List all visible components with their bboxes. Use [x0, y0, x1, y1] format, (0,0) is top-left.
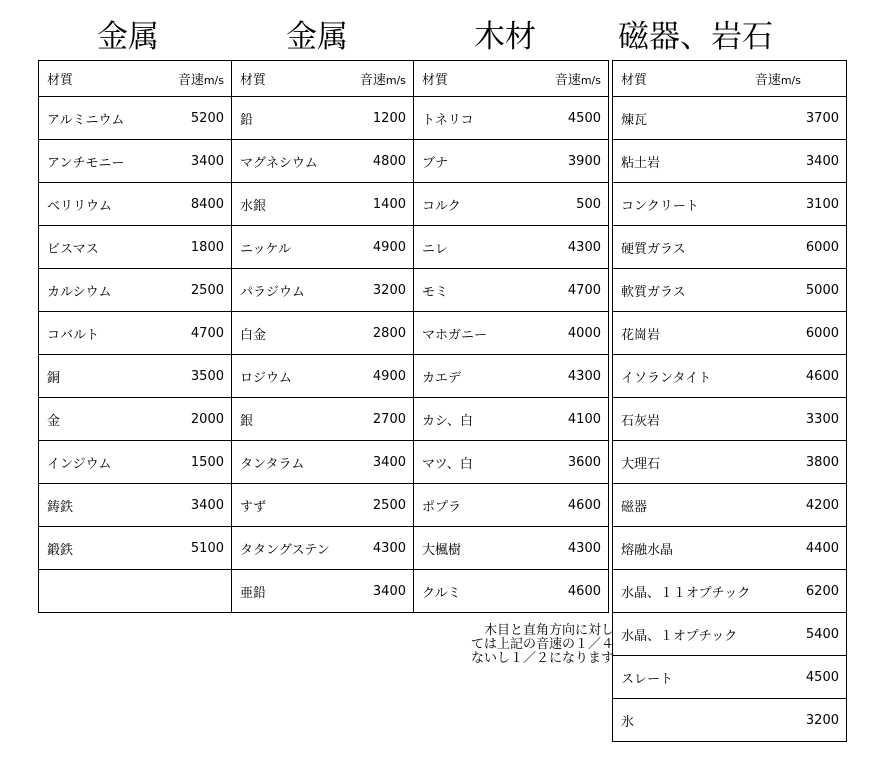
material-cell [232, 140, 414, 183]
material-cell [613, 527, 847, 570]
table-row [414, 183, 609, 226]
material-cell [414, 183, 609, 226]
header-cell [414, 61, 609, 97]
sound-speed-value: 4100 [567, 411, 601, 427]
material-name: ロジウム [240, 370, 292, 386]
table-row [232, 355, 414, 398]
material-name: 水晶、１オプチック [621, 628, 738, 644]
material-name: ベリリウム [47, 198, 112, 214]
header-cell [232, 61, 414, 97]
sound-speed-value: 3300 [805, 411, 839, 427]
table-row [232, 269, 414, 312]
material-name: 大理石 [621, 456, 661, 472]
table-row [39, 183, 232, 226]
material-name: 大楓樹 [422, 542, 462, 558]
table-row [414, 97, 609, 140]
sound-speed-value: 4200 [805, 497, 839, 513]
sound-speed-value: 4900 [372, 239, 406, 255]
sound-speed-value: 1800 [190, 239, 224, 255]
material-name: イソランタイト [621, 370, 712, 386]
material-name: 銅 [47, 370, 61, 386]
table-ceramic-rock [612, 60, 847, 742]
table-row [613, 183, 847, 226]
header-material: 材質 [621, 73, 648, 88]
material-name: パラジウム [240, 284, 305, 300]
material-name: タンタラム [240, 456, 305, 472]
table-row [414, 226, 609, 269]
material-cell [232, 312, 414, 355]
header-speed: 音速m/s [754, 73, 801, 88]
material-cell [39, 398, 232, 441]
table-row [232, 484, 414, 527]
table-row [232, 527, 414, 570]
sound-speed-value: 4400 [805, 540, 839, 556]
table-row [39, 269, 232, 312]
material-name: 鉛 [240, 112, 254, 128]
sound-speed-value: 4800 [372, 153, 406, 169]
material-cell [613, 570, 847, 613]
table-row [414, 570, 609, 613]
material-name: ビスマス [47, 241, 99, 257]
table-row [232, 140, 414, 183]
material-cell [613, 355, 847, 398]
sound-speed-value: 4300 [372, 540, 406, 556]
material-name: ニレ [422, 241, 449, 257]
material-cell [613, 183, 847, 226]
table-row [414, 527, 609, 570]
table-row [613, 570, 847, 613]
sound-speed-value: 3400 [190, 497, 224, 513]
header-speed: 音速m/s [177, 73, 224, 88]
material-cell [613, 484, 847, 527]
material-name: すず [240, 499, 267, 515]
material-name: 氷 [621, 714, 635, 730]
material-cell [39, 226, 232, 269]
material-cell [39, 484, 232, 527]
sound-speed-value: 3200 [372, 282, 406, 298]
material-name: マホガニー [422, 327, 488, 343]
header-cell [39, 61, 232, 97]
table-wood [413, 60, 609, 613]
title-ceramic-rock: 磁器、岩石 [618, 19, 773, 55]
sound-speed-value: 4700 [567, 282, 601, 298]
sound-speed-value: 2700 [372, 411, 406, 427]
header-cell [613, 61, 847, 97]
material-name: ニッケル [240, 241, 291, 257]
material-name: 軟質ガラス [621, 284, 686, 300]
sound-speed-value: 3200 [805, 712, 839, 728]
material-name: 亜鉛 [240, 585, 267, 601]
title-wood: 木材 [474, 19, 536, 55]
material-cell [414, 484, 609, 527]
sound-speed-value: 5000 [805, 282, 839, 298]
material-cell [39, 183, 232, 226]
material-cell [414, 226, 609, 269]
table-row [613, 355, 847, 398]
material-name: アンチモニー [47, 155, 125, 171]
sound-speed-value: 3700 [805, 110, 839, 126]
material-cell [232, 527, 414, 570]
table-row [613, 269, 847, 312]
material-cell [39, 527, 232, 570]
table-row [232, 398, 414, 441]
material-cell [414, 398, 609, 441]
material-cell [613, 656, 847, 699]
table-row [414, 312, 609, 355]
sound-speed-value: 3900 [567, 153, 601, 169]
table-row [232, 441, 414, 484]
sound-speed-value: 6200 [805, 583, 839, 599]
material-name: 煉瓦 [621, 112, 648, 128]
sound-speed-value: 2800 [372, 325, 406, 341]
table-row [613, 699, 847, 742]
sound-speed-value: 5100 [190, 540, 224, 556]
wood-grain-note: 木目と直角方向に対し ては上記の音速の１／４ ないし１／２になります [470, 623, 614, 666]
material-name: コバルト [47, 327, 100, 343]
material-cell [414, 269, 609, 312]
sound-speed-value: 4600 [567, 583, 601, 599]
table-row [39, 484, 232, 527]
sound-speed-value: 4900 [372, 368, 406, 384]
empty-row [39, 570, 232, 613]
material-cell [613, 226, 847, 269]
table-row [232, 226, 414, 269]
material-cell [232, 226, 414, 269]
sound-speed-value: 2000 [190, 411, 224, 427]
table-row [39, 355, 232, 398]
header-speed: 音速m/s [359, 73, 406, 88]
table-row [232, 570, 414, 613]
table-row [414, 441, 609, 484]
table-row [613, 656, 847, 699]
material-name: 磁器 [621, 499, 648, 515]
material-cell [39, 269, 232, 312]
table-row [39, 398, 232, 441]
material-cell [414, 527, 609, 570]
sound-speed-value: 4000 [567, 325, 601, 341]
table-row [613, 527, 847, 570]
sound-speed-value: 4600 [805, 368, 839, 384]
sound-speed-value: 3100 [805, 196, 839, 212]
table-row [232, 97, 414, 140]
material-name: 石灰岩 [621, 413, 661, 429]
material-cell [414, 441, 609, 484]
table-row [613, 398, 847, 441]
sound-speed-value: 4500 [567, 110, 601, 126]
material-cell [232, 97, 414, 140]
material-cell [232, 484, 414, 527]
material-name: 銀 [240, 413, 254, 429]
material-name: 白金 [240, 327, 267, 343]
material-cell [613, 699, 847, 742]
material-name: マツ、白 [422, 456, 473, 472]
sound-speed-value: 2500 [190, 282, 224, 298]
material-name: コンクリート [621, 198, 699, 214]
header-speed: 音速m/s [554, 73, 601, 88]
material-cell [613, 441, 847, 484]
material-name: 金 [47, 413, 61, 429]
material-cell [414, 140, 609, 183]
material-cell [232, 441, 414, 484]
sound-speed-value: 3400 [372, 583, 406, 599]
material-cell [232, 183, 414, 226]
table-row [613, 613, 847, 656]
material-cell [39, 140, 232, 183]
material-cell [232, 398, 414, 441]
material-name: 粘土岩 [621, 155, 661, 171]
table-row [39, 97, 232, 140]
sound-speed-value: 4600 [567, 497, 601, 513]
material-cell [39, 312, 232, 355]
table-metals-1 [38, 60, 232, 613]
sound-speed-value: 8400 [190, 196, 224, 212]
header-material: 材質 [240, 73, 267, 88]
sound-speed-value: 6000 [805, 325, 839, 341]
table-row [414, 484, 609, 527]
title-metal-2: 金属 [286, 19, 348, 55]
material-name: コルク [422, 198, 461, 214]
table-row [232, 312, 414, 355]
sound-speed-value: 3500 [190, 368, 224, 384]
empty-cell [39, 570, 232, 613]
material-name: 鋳鉄 [47, 499, 74, 515]
sound-speed-value: 4300 [567, 239, 601, 255]
material-cell [414, 570, 609, 613]
material-cell [39, 441, 232, 484]
sound-speed-value: 3400 [805, 153, 839, 169]
sound-speed-value: 3400 [372, 454, 406, 470]
header-material: 材質 [47, 73, 74, 88]
sound-speed-value: 2500 [372, 497, 406, 513]
material-cell [414, 312, 609, 355]
material-cell [232, 355, 414, 398]
material-cell [613, 613, 847, 656]
material-name: カエデ [422, 370, 462, 386]
sound-speed-value: 4700 [190, 325, 224, 341]
table-row [39, 527, 232, 570]
material-cell [232, 269, 414, 312]
table-row [613, 226, 847, 269]
material-cell [613, 140, 847, 183]
material-cell [414, 97, 609, 140]
table-row [613, 97, 847, 140]
material-name: マグネシウム [240, 155, 318, 171]
table-row [39, 226, 232, 269]
material-name: モミ [422, 284, 449, 300]
table-row [414, 398, 609, 441]
table-row [232, 183, 414, 226]
material-cell [39, 355, 232, 398]
table-row [39, 140, 232, 183]
table-metals-2 [231, 60, 414, 613]
material-name: 花崗岩 [621, 327, 661, 343]
table-row [613, 484, 847, 527]
material-name: スレート [621, 671, 674, 687]
sound-speed-value: 4300 [567, 540, 601, 556]
table-row [414, 140, 609, 183]
sound-speed-value: 3600 [567, 454, 601, 470]
material-cell [39, 97, 232, 140]
material-name: タタングステン [240, 542, 330, 558]
material-cell [613, 312, 847, 355]
material-name: クルミ [422, 585, 461, 601]
material-name: 水晶、１１オプチック [621, 585, 751, 601]
material-cell [613, 269, 847, 312]
table-row [39, 312, 232, 355]
material-name: インジウム [47, 456, 112, 472]
sound-speed-value: 6000 [805, 239, 839, 255]
table-row [613, 312, 847, 355]
material-name: 鍛鉄 [47, 542, 74, 558]
table-row [613, 140, 847, 183]
sound-speed-value: 4300 [567, 368, 601, 384]
material-cell [613, 97, 847, 140]
table-row [414, 355, 609, 398]
material-name: ポプラ [422, 499, 462, 515]
material-name: カルシウム [47, 284, 112, 300]
material-cell [232, 570, 414, 613]
sound-speed-value: 4500 [805, 669, 839, 685]
sound-speed-value: 3400 [190, 153, 224, 169]
material-name: トネリコ [422, 112, 474, 128]
sound-speed-value: 3800 [805, 454, 839, 470]
sound-speed-value: 1400 [372, 196, 406, 212]
sound-speed-value: 1500 [190, 454, 224, 470]
header-material: 材質 [422, 73, 449, 88]
material-name: 硬質ガラス [621, 241, 686, 257]
sound-speed-value: 1200 [372, 110, 406, 126]
material-name: アルミニウム [47, 112, 125, 128]
material-name: ブナ [422, 155, 449, 171]
material-name: 水銀 [240, 198, 267, 214]
material-name: カシ、白 [422, 413, 473, 429]
material-cell [414, 355, 609, 398]
table-row [39, 441, 232, 484]
sound-speed-value: 5400 [805, 626, 839, 642]
material-name: 熔融水晶 [621, 542, 674, 558]
sound-speed-value: 500 [576, 196, 601, 212]
table-row [414, 269, 609, 312]
table-row [613, 441, 847, 484]
title-metal-1: 金属 [97, 19, 159, 55]
sound-speed-value: 5200 [190, 110, 224, 126]
material-cell [613, 398, 847, 441]
